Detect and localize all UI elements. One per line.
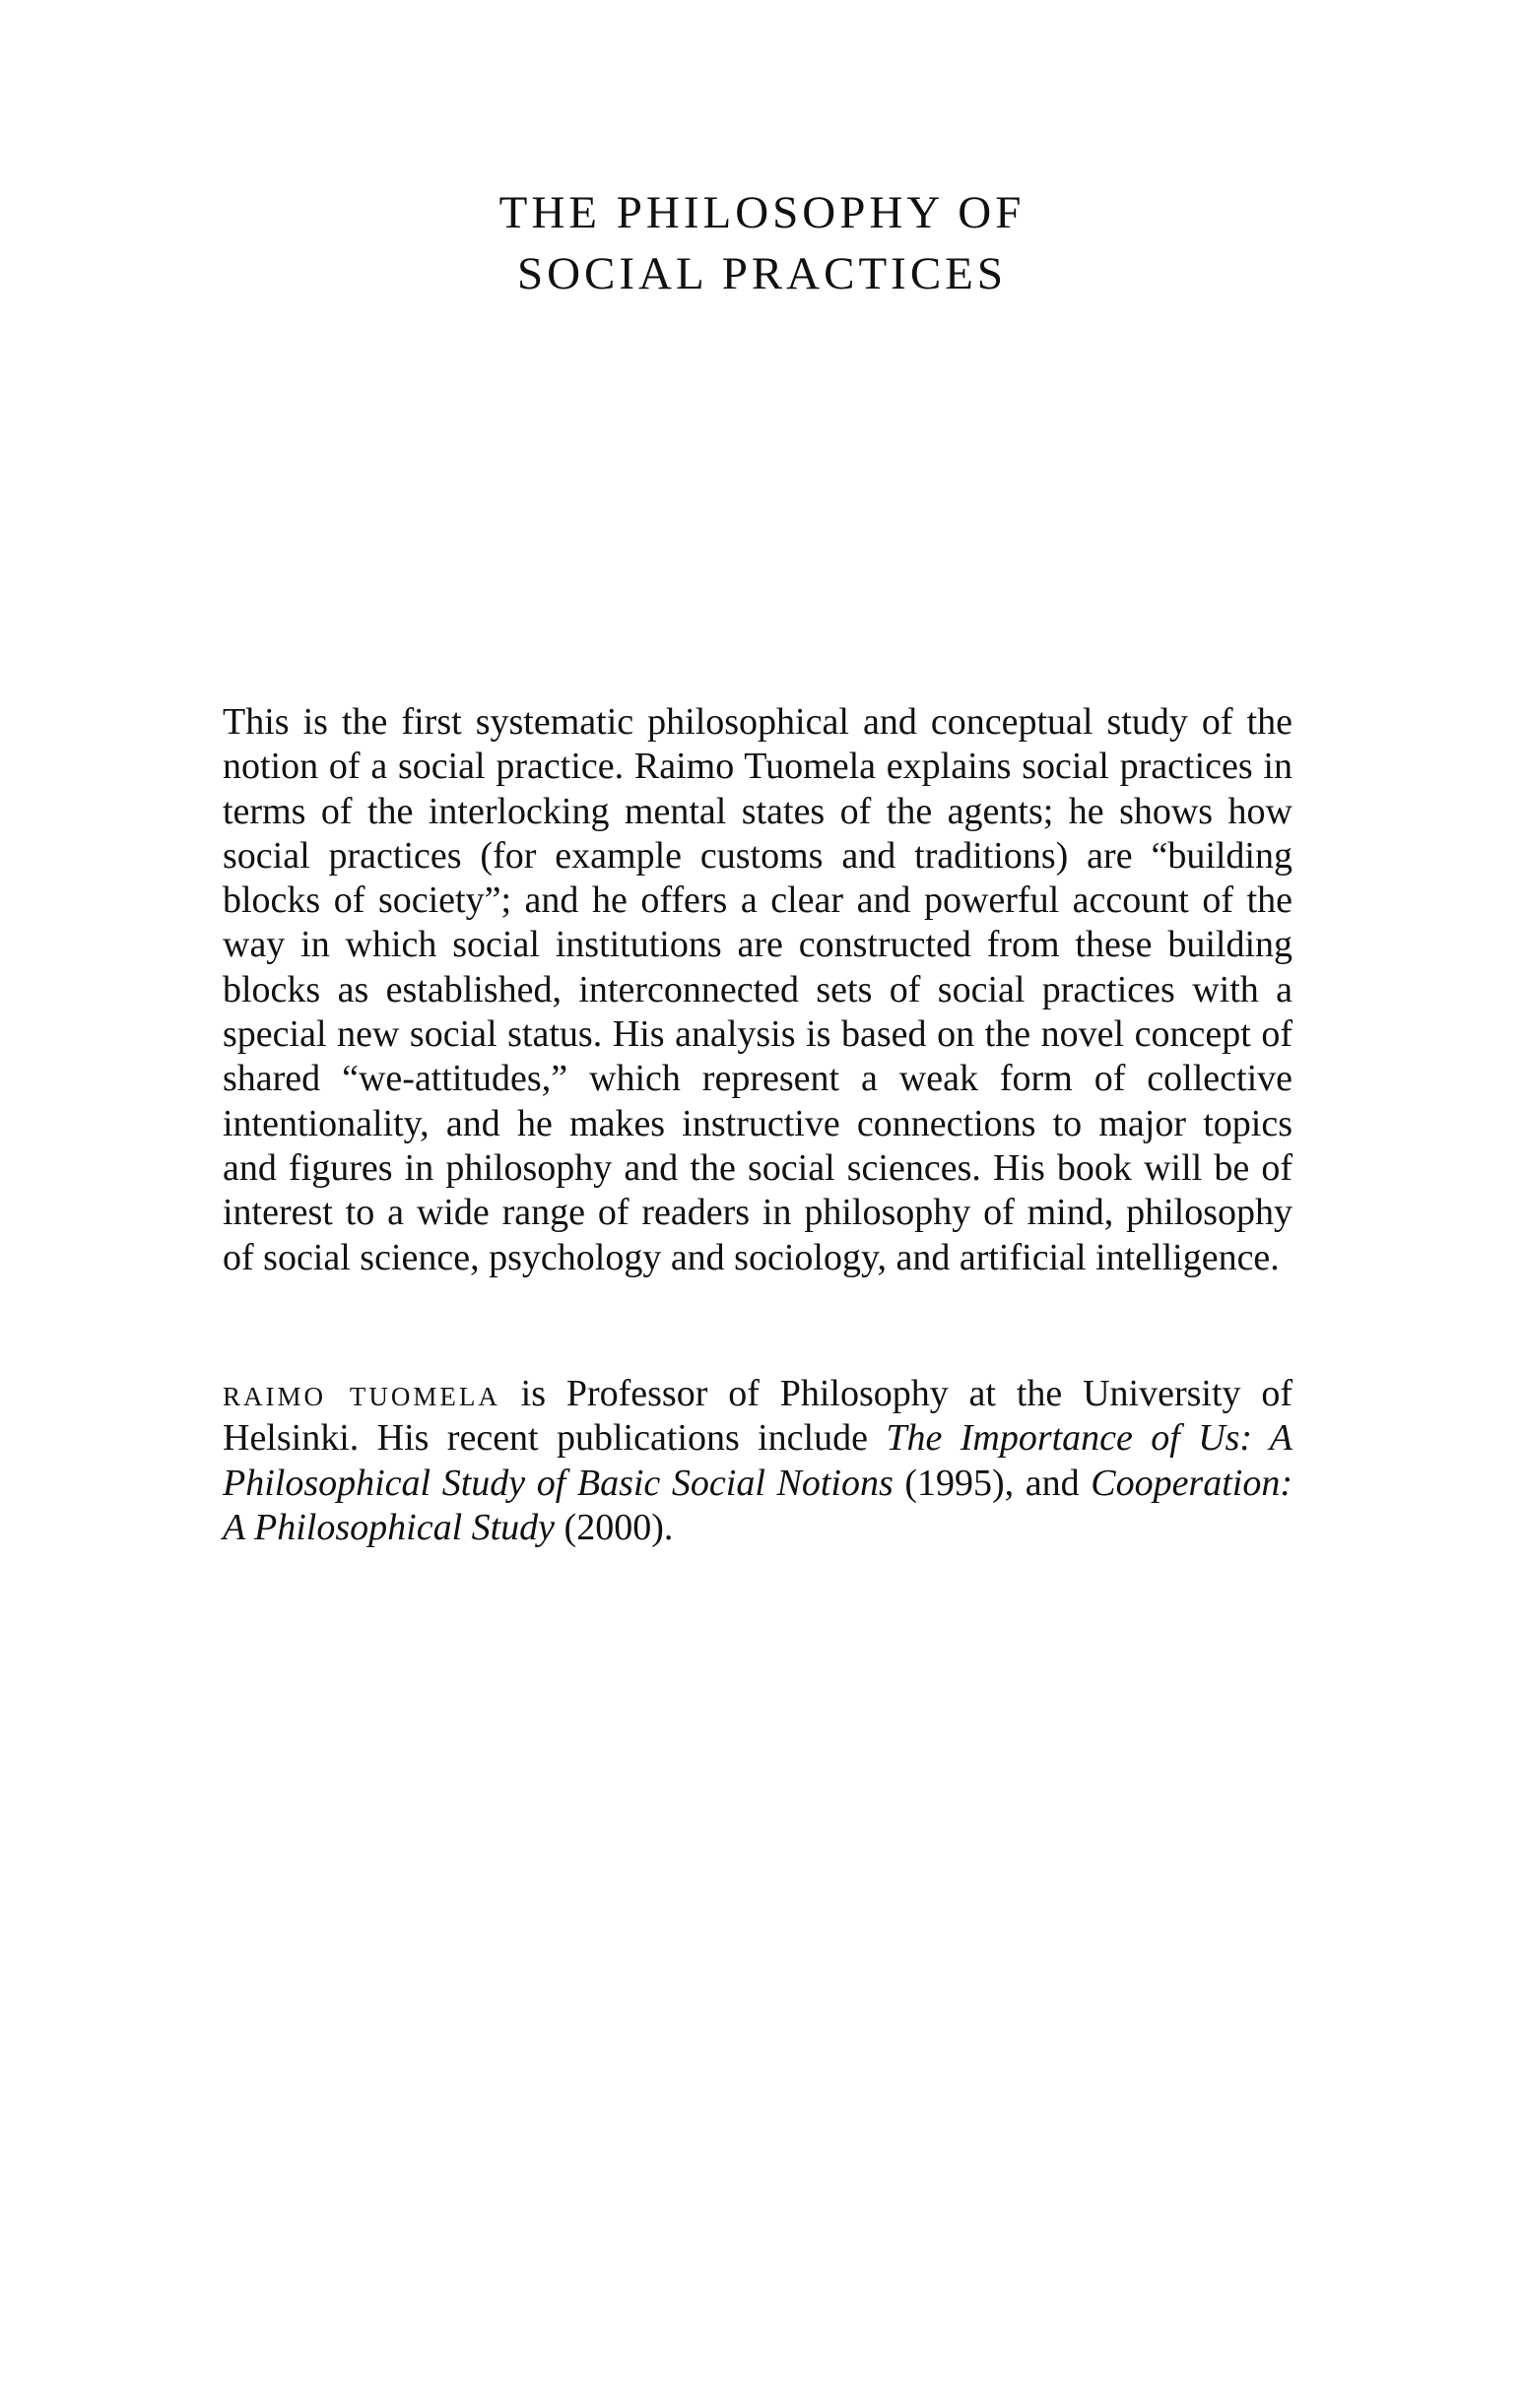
author-name: raimo tuomela xyxy=(223,1373,500,1414)
title-line-2: SOCIAL PRACTICES xyxy=(516,248,1008,299)
page-title xyxy=(0,182,1524,304)
bio-text-3: (2000). xyxy=(555,1506,674,1548)
book-title-cooperation: Cooperation: A Philosophical Study xyxy=(223,1462,1292,1548)
bio-text-1: is Professor of Philosophy at the University of Helsinki. His recent publications include xyxy=(223,1373,1292,1460)
book-description: This is the first systematic philosophical and conceptual study of the notion of a social practice. Raimo Tuomela explains social practices in terms of the interlocking mental states of the agents; he shows how social practices (for example customs and traditions) are “building blocks of society”; and he offers a clear and powerful account of the way in which social institutions are constructed from these building blocks as established, interconnected sets of social practices with a special new social status. His analysis is based on the novel concept of shared “we-attitudes,” which represent a weak form of collective intentionality, and he makes instructive connections to major topics and figures in philosophy and the social sciences. His book will be of interest to a wide range of readers in philosophy of mind, philosophy of social science, psychology and sociology, and artificial intelligence. xyxy=(223,701,1292,1278)
bio-text-2: (1995), and xyxy=(893,1462,1092,1504)
author-bio xyxy=(223,1372,1292,1550)
book-title-importance-of-us: The Importance of Us: A Philosophical Study of Basic Social Notions xyxy=(223,1417,1292,1504)
title-line-1: THE PHILOSOPHY OF xyxy=(498,187,1026,238)
